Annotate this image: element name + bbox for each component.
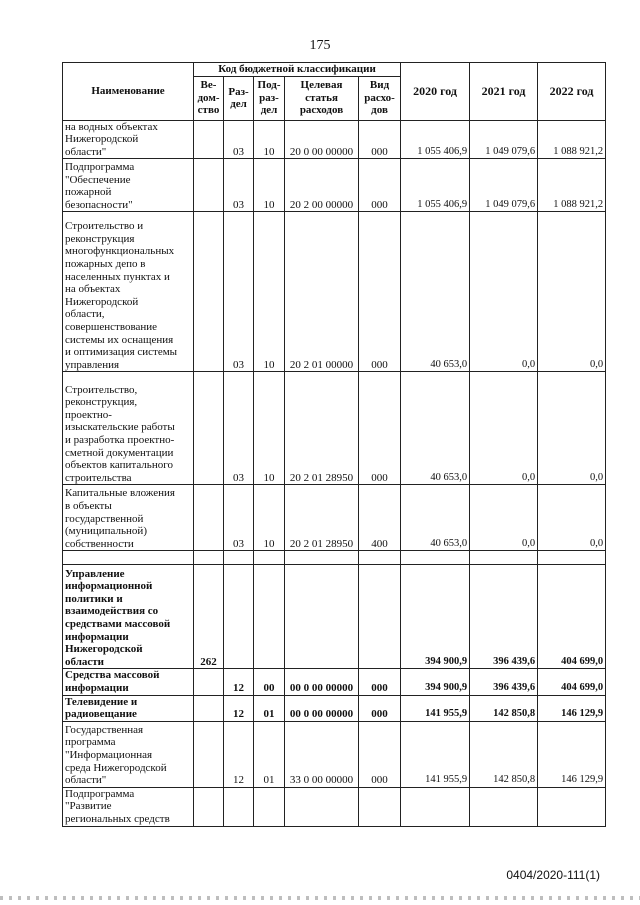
- row-2022: 0,0: [538, 212, 606, 372]
- row-name: Подпрограмма "Обеспечение пожарной безопасности": [63, 159, 194, 212]
- row-podrazdel: 00: [254, 669, 285, 695]
- row-2021: [470, 551, 538, 565]
- row-vedomstvo: 262: [194, 565, 224, 669]
- table-row: [63, 372, 606, 485]
- table-row: [63, 721, 606, 787]
- row-podrazdel: [254, 551, 285, 565]
- row-vid: 400: [359, 485, 401, 551]
- header-2021: 2021 год: [470, 63, 538, 121]
- row-2020: 394 900,9: [401, 565, 470, 669]
- row-vid: 000: [359, 159, 401, 212]
- row-podrazdel: 10: [254, 372, 285, 485]
- row-podrazdel: 10: [254, 485, 285, 551]
- row-vid: 000: [359, 212, 401, 372]
- row-target: [285, 551, 359, 565]
- row-razdel: 03: [224, 372, 254, 485]
- row-vedomstvo: [194, 551, 224, 565]
- row-2021: 0,0: [470, 485, 538, 551]
- row-vid: 000: [359, 721, 401, 787]
- row-2022: 404 699,0: [538, 565, 606, 669]
- row-2022: 1 088 921,2: [538, 159, 606, 212]
- row-podrazdel: 01: [254, 721, 285, 787]
- row-razdel: 12: [224, 721, 254, 787]
- row-2020: [401, 551, 470, 565]
- row-vedomstvo: [194, 669, 224, 695]
- row-2021: 1 049 079,6: [470, 120, 538, 159]
- row-vid: [359, 565, 401, 669]
- row-2020: 394 900,9: [401, 669, 470, 695]
- header-2022: 2022 год: [538, 63, 606, 121]
- row-2021: 1 049 079,6: [470, 159, 538, 212]
- row-2022: [538, 787, 606, 826]
- row-2020: 1 055 406,9: [401, 159, 470, 212]
- row-target: 20 2 00 00000: [285, 159, 359, 212]
- row-podrazdel: 10: [254, 120, 285, 159]
- row-razdel: 03: [224, 212, 254, 372]
- row-name: Строительство, реконструкция, проектно- изыскательские работы и разработка проектно- сметной документации объектов капитального строительства: [63, 372, 194, 485]
- row-vedomstvo: [194, 721, 224, 787]
- row-podrazdel: [254, 565, 285, 669]
- row-name: [63, 551, 194, 565]
- row-target: 33 0 00 00000: [285, 721, 359, 787]
- header-razdel: Раз- дел: [224, 76, 254, 120]
- row-target: 20 2 01 28950: [285, 485, 359, 551]
- row-target: [285, 787, 359, 826]
- row-2021: [470, 787, 538, 826]
- row-2020: 40 653,0: [401, 372, 470, 485]
- row-2021: 142 850,8: [470, 695, 538, 721]
- row-razdel: 03: [224, 120, 254, 159]
- row-name: Телевидение и радиовещание: [63, 695, 194, 721]
- scan-artifact: [0, 896, 640, 900]
- row-vid: 000: [359, 669, 401, 695]
- row-name: Капитальные вложения в объекты государственной (муниципальной) собственности: [63, 485, 194, 551]
- row-vid: [359, 551, 401, 565]
- table-row: [63, 212, 606, 372]
- table-row: [63, 551, 606, 565]
- header-name: Наименование: [63, 63, 194, 121]
- row-razdel: 03: [224, 159, 254, 212]
- row-name: Государственная программа "Информационная среда Нижегородской области": [63, 721, 194, 787]
- row-2022: [538, 551, 606, 565]
- row-target: 20 2 01 00000: [285, 212, 359, 372]
- row-2020: 40 653,0: [401, 485, 470, 551]
- row-target: 00 0 00 00000: [285, 695, 359, 721]
- table-row: [63, 485, 606, 551]
- row-razdel: [224, 565, 254, 669]
- row-podrazdel: [254, 787, 285, 826]
- row-name: на водных объектах Нижегородской области": [63, 120, 194, 159]
- row-vedomstvo: [194, 695, 224, 721]
- table-row: [63, 695, 606, 721]
- row-2022: 1 088 921,2: [538, 120, 606, 159]
- row-podrazdel: 10: [254, 212, 285, 372]
- page-number: 175: [309, 38, 331, 53]
- row-2021: 142 850,8: [470, 721, 538, 787]
- row-name: Подпрограмма "Развитие региональных средств: [63, 787, 194, 826]
- row-2022: 0,0: [538, 372, 606, 485]
- row-razdel: 03: [224, 485, 254, 551]
- table-row: [63, 565, 606, 669]
- row-vid: 000: [359, 372, 401, 485]
- row-2020: 141 955,9: [401, 721, 470, 787]
- row-name: Средства массовой информации: [63, 669, 194, 695]
- row-vedomstvo: [194, 212, 224, 372]
- row-2021: 396 439,6: [470, 565, 538, 669]
- row-vedomstvo: [194, 372, 224, 485]
- row-2022: 0,0: [538, 485, 606, 551]
- row-vid: [359, 787, 401, 826]
- table-row: [63, 787, 606, 826]
- row-razdel: 12: [224, 669, 254, 695]
- row-2020: [401, 787, 470, 826]
- header-2020: 2020 год: [401, 63, 470, 121]
- table-row: [63, 159, 606, 212]
- row-2022: 146 129,9: [538, 695, 606, 721]
- header-target: Целевая статья расходов: [285, 76, 359, 120]
- row-name: Строительство и реконструкция многофункциональных пожарных депо в населенных пунктах и на объектах Нижегородской области, совершенствование системы их оснащения и оптимизация системы управления: [63, 212, 194, 372]
- header-vedomstvo: Ве- дом- ство: [194, 76, 224, 120]
- row-vedomstvo: [194, 120, 224, 159]
- row-razdel: 12: [224, 695, 254, 721]
- row-2022: 404 699,0: [538, 669, 606, 695]
- row-vid: 000: [359, 695, 401, 721]
- row-2020: 40 653,0: [401, 212, 470, 372]
- budget-table: [62, 62, 606, 827]
- row-target: 00 0 00 00000: [285, 669, 359, 695]
- row-podrazdel: 10: [254, 159, 285, 212]
- row-target: [285, 565, 359, 669]
- row-name: Управление информационной политики и взаимодействия со средствами массовой информации Нижегородской области: [63, 565, 194, 669]
- row-target: 20 0 00 00000: [285, 120, 359, 159]
- row-vedomstvo: [194, 159, 224, 212]
- row-vedomstvo: [194, 787, 224, 826]
- row-2021: 396 439,6: [470, 669, 538, 695]
- row-vid: 000: [359, 120, 401, 159]
- row-2021: 0,0: [470, 372, 538, 485]
- row-vedomstvo: [194, 485, 224, 551]
- table-row: [63, 120, 606, 159]
- row-podrazdel: 01: [254, 695, 285, 721]
- header-budget-code: Код бюджетной классификации: [194, 63, 401, 77]
- header-vid: Вид расхо- дов: [359, 76, 401, 120]
- row-razdel: [224, 551, 254, 565]
- row-target: 20 2 01 28950: [285, 372, 359, 485]
- header-podrazdel: Под- раз- дел: [254, 76, 285, 120]
- row-2021: 0,0: [470, 212, 538, 372]
- row-2022: 146 129,9: [538, 721, 606, 787]
- row-2020: 1 055 406,9: [401, 120, 470, 159]
- table-row: [63, 669, 606, 695]
- row-2020: 141 955,9: [401, 695, 470, 721]
- row-razdel: [224, 787, 254, 826]
- document-code: 0404/2020-111(1): [506, 868, 600, 882]
